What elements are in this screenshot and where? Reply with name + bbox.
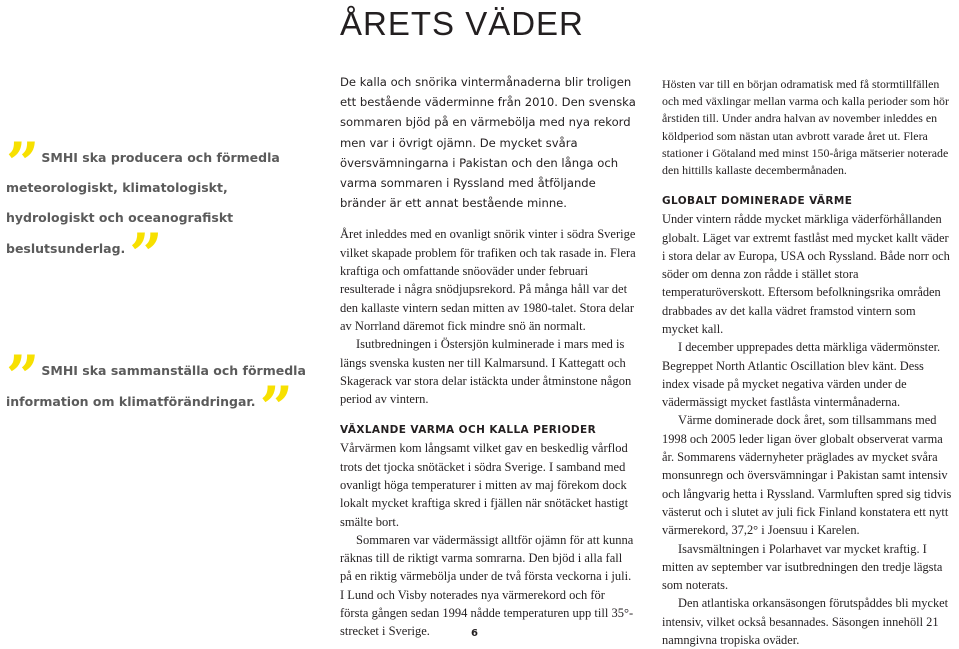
close-quote-icon: ” [129,221,155,289]
body-paragraph: Året inleddes med en ovanligt snörik vinter i södra Sverige vilket skapade problem för trafiken och tak rasade in. Flera kraftiga och omfattande snöoväder under februari resulterade i några snödjupsrekord. På många håll var det den kallaste vintern sedan mitten av 1980-talet. Stora delar av Norrland däremot fick mindre snö än normalt. [340,227,636,333]
pull-quote-text: SMHI ska sammanställa och förmedla information om klimatförändringar. [6,363,306,409]
pull-quote-text: SMHI ska producera och förmedla meteorologiskt, klimatologiskt, hydrologiskt och oceanografiskt beslutsunderlag. [6,150,280,256]
page-title: ÅRETS VÄDER [340,5,584,42]
body-paragraph: Sommaren var vädermässigt alltför ojämn för att kunna räknas till de riktigt varma somrarna. Den bjöd i alla fall på en riktig värmebölja under de två första veckorna i juli. I Lund och Visby noterades nya värmerekord och för första gången sedan 1994 nådde temperaturen upp till 35°-strecket i Sverige. [340,532,634,639]
body-paragraph: Vårvärmen kom långsamt vilket gav en beskedlig vårflod trots det tjocka snötäcket i södra Sverige. I samband med ovanligt höga temperaturer i mitten av maj förekom dock lokalt mycket kraftiga skred i fjällen när snötäcket hastigt smälte bort. [340,441,629,529]
body-paragraph: Isutbredningen i Östersjön kulminerade i mars med is längs svenska kusten ner till Kalmarsund. I Kattegatt och Skagerack var stora delar istäckta under åtminstone någon period av vintern. [340,337,632,407]
body-paragraph: Hösten var till en början odramatisk med få stormtillfällen och med växlingar mellan varma och kalla perioder som hör årstiden till. Under andra halvan av november inleddes en köldperiod som nästan utan avbrott varade året ut. Flera stationer i Götaland med minst 150-åriga mätserier noterade den hittills kallaste decembermånaden. [662,77,949,178]
pull-quote [6,130,306,289]
middle-column [340,72,636,641]
close-quote-icon: ” [259,374,285,442]
pull-quote [6,343,306,442]
body-paragraph: Den atlantiska orkansäsongen förutspåddes bli mycket intensiv, vilket också besannades. Säsongen innehöll 21 namngivna tropiska oväder. [662,596,949,648]
right-column [662,76,952,649]
body-paragraph: Isavsmältningen i Polarhavet var mycket kraftig. I mitten av september var isutbredningen den tredje lägsta som noterats. [662,541,943,593]
article-lede: De kalla och snörika vintermånaderna blir troligen ett bestående väderminne från 2010. Den svenska sommaren bjöd på en värmebölja med nya rekord men var i övrigt ojämn. De mycket svåra översvämningarna i Pakistan och den långa och varma sommaren i Ryssland med åtföljande bränder är ett annat bestående minne. [340,75,636,211]
body-paragraph: I december upprepades detta märkliga vädermönster. Begreppet North Atlantic Oscillation blev känt. Dess index visade på mycket negativa värden under de vädermässigt mycket fastlåsta vintermånaderna. [662,340,941,410]
section-heading: GLOBALT DOMINERADE VÄRME [662,195,853,208]
body-paragraph: Under vintern rådde mycket märkliga väderförhållanden globalt. Läget var extremt fastlåst med mycket kallt väder i stora delar av Europa, USA och Ryssland. Både norr och söder om denna zon rådde i stället stora temperaturöverskott. Eftersom befolkningsrika områden drabbades av det kalla vädret framstod vintern som mycket kall. [662,212,950,336]
open-quote-icon: ” [6,343,32,411]
page-number: 6 [471,628,478,639]
open-quote-icon: ” [6,130,32,198]
section-heading: VÄXLANDE VARMA OCH KALLA PERIODER [340,424,597,437]
body-paragraph: Värme dominerade dock året, som tillsammans med 1998 och 2005 leder ligan över globalt observerat varma år. Sommarens vädernyheter präglades av mycket svåra monsunregn och översvämningar i Pakistan samt intensiv och långvarig hetta i Ryssland. Varmluften spred sig tidvis västerut och i slutet av juli fick Finland konstatera ett nytt värmerekord, 37,2° i Joensuu i Karelen. [662,413,952,538]
